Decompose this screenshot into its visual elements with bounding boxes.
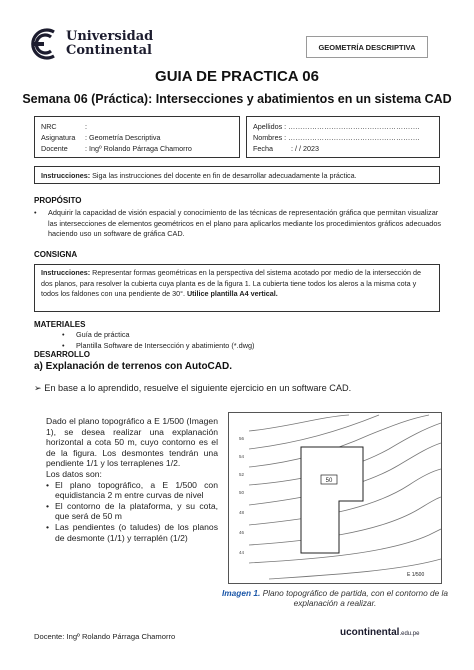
material-item: Guía de práctica [76, 330, 130, 339]
figure-caption [220, 588, 450, 608]
contour-label: 54 [239, 454, 245, 459]
exercise-text [46, 416, 218, 543]
university-name [66, 30, 153, 58]
asignatura-value: : Geometría Descriptiva [85, 133, 161, 142]
platform-outline [301, 447, 363, 553]
bullet-icon: • [62, 340, 65, 350]
task-line [34, 383, 351, 394]
platform-label: 50 [325, 478, 333, 484]
proposito-text: Adquirir la capacidad de visión espacial y conocimiento de las técnicas de representación gráfica que permitan visualizar las intersecciones de elementos geométricos en el plano para aplicarlos mediante los procedimientos gráficos adecuados haciendo uso un software de gráfica CAD. [48, 208, 442, 238]
university-logo-icon [20, 28, 60, 60]
consigna-box [34, 264, 440, 312]
material-item: Plantilla Software de Intersección y abatimiento (*.dwg) [76, 340, 255, 350]
course-info-box [34, 116, 240, 158]
page-title: GUIA DE PRACTICA 06 [155, 68, 319, 85]
fecha-field[interactable]: : / / 2023 [291, 144, 319, 153]
contour-label: 50 [239, 490, 245, 495]
proposito-heading: PROPÓSITO [34, 196, 82, 205]
footer-brand-name: ucontinental [340, 627, 400, 638]
nrc-value: : [85, 122, 87, 131]
scale-label: E 1/500 [407, 572, 425, 578]
page-subtitle: Semana 06 (Práctica): Intersecciones y abatimientos en un sistema CAD [22, 92, 452, 106]
instructions-box [34, 166, 440, 184]
exercise-datos: Los datos son: [46, 468, 102, 479]
instructions-text: Siga las instrucciones del docente en fin de desarrollar adecuadamente la práctica. [90, 171, 357, 180]
topographic-map-drawing [229, 413, 441, 583]
course-badge: GEOMETRÍA DESCRIPTIVA [306, 36, 428, 58]
consigna-bold-tail: Utilice plantilla A4 vertical. [184, 289, 278, 298]
apellidos-field[interactable]: Apellidos : ………………………………………………. [253, 122, 420, 131]
proposito-list [34, 208, 444, 240]
exercise-intro: Dado el plano topográfico a E 1/500 (Imagen 1), se desea realizar una explanación horizontal a cota 50 m, cuyo contorno es el de la figura. Los desmontes tendrán una pendiente 1/1 y los terraplenes 1/2. [46, 416, 218, 469]
logo-line-2: Continental [66, 43, 152, 58]
caption-label: Imagen 1. [221, 588, 261, 598]
fecha-label: Fecha [253, 144, 273, 153]
arrow-right-icon: ➢ [34, 383, 42, 393]
contour-label: 56 [239, 436, 245, 441]
contour-label: 52 [239, 472, 245, 477]
contour-line [249, 415, 349, 431]
docente-label: Docente [41, 144, 68, 153]
topographic-map [228, 412, 442, 584]
bullet-icon: • [62, 330, 65, 339]
footer-brand [340, 627, 419, 638]
contour-label: 44 [239, 550, 245, 555]
contour-label: 48 [239, 510, 245, 515]
caption-text: Plano topográfico de partida, con el contorno de la explanación a realizar. [260, 588, 448, 608]
logo-line-1: Universidad [66, 29, 154, 44]
nrc-label: NRC [41, 122, 57, 131]
exercise-bullet: El plano topográfico, a E 1/500 con equidistancia 2 m entre curvas de nivel [55, 479, 218, 501]
consigna-heading: CONSIGNA [34, 250, 78, 259]
materiales-list [62, 330, 254, 351]
materiales-heading: MATERIALES [34, 320, 86, 329]
footer-brand-suffix: .edu.pe [399, 631, 420, 637]
docente-value: : Ingº Rolando Párraga Chamorro [85, 144, 192, 153]
contour-label: 46 [239, 530, 245, 535]
section-a-heading: a) Explanación de terrenos con AutoCAD. [34, 361, 232, 372]
exercise-bullet: El contorno de la plataforma, y su cota, que será de 50 m [55, 500, 218, 522]
asignatura-label: Asignatura [41, 133, 76, 142]
task-text: En base a lo aprendido, resuelve el siguiente ejercicio en un software CAD. [44, 383, 352, 393]
bullet-icon: • [34, 208, 37, 217]
consigna-label: Instrucciones: [41, 268, 91, 277]
footer-docente: Docente: Ingº Rolando Párraga Chamorro [34, 632, 176, 641]
exercise-bullet: Las pendientes (o taludes) de los planos de desmonte (1/1) y terraplén (1/2) [55, 521, 218, 543]
bullet-icon: • [46, 500, 50, 511]
nombres-field[interactable]: Nombres : ………………………………………………. [253, 133, 420, 142]
student-info-box [246, 116, 440, 158]
contour-line [249, 497, 441, 545]
bullet-icon: • [46, 521, 50, 532]
bullet-icon: • [46, 479, 50, 490]
instructions-label: Instrucciones: [41, 171, 91, 180]
consigna-text: Representar formas geométricas en la perspectiva del sistema acotado por medio de la intersección de dos planos, para resolver la cubierta cuya planta es de la figura 1. La cubierta tiene todos los aleros a la misma cota y todos los faldones con una pendiente de 30°. [41, 268, 421, 298]
desarrollo-heading: DESARROLLO [34, 350, 90, 359]
